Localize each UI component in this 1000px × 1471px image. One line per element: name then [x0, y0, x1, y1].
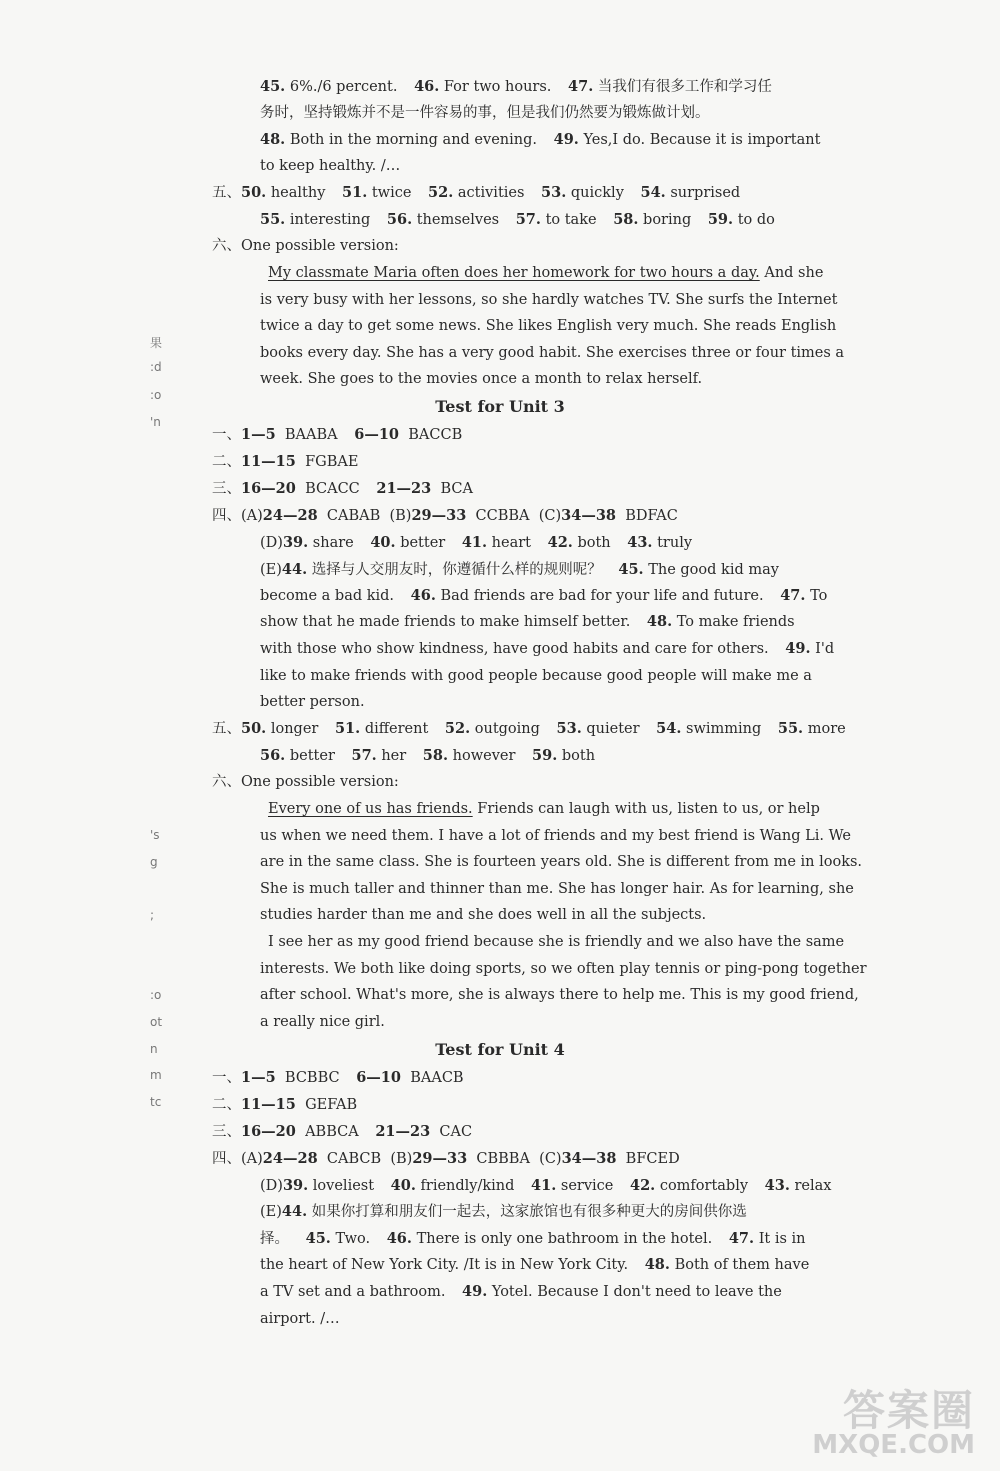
q-answer: To make friends — [676, 614, 795, 630]
q-answer: the heart of New York City. /It is in New York City. — [260, 1257, 629, 1273]
answer-line — [212, 1150, 680, 1168]
answer-line — [260, 587, 827, 605]
q-answer: with those who show kindness, have good habits and care for others. — [260, 641, 769, 657]
q-num: 56. — [386, 211, 413, 228]
q-answer: GEFAB — [305, 1097, 358, 1113]
topic-sentence: Every one of us has friends. — [268, 801, 473, 817]
q-range: 24—28 — [262, 507, 318, 524]
q-answer: 择。 — [260, 1231, 289, 1247]
part-label: (D) — [260, 1178, 283, 1194]
q-range: 29—33 — [411, 507, 467, 524]
q-answer: swimming — [686, 721, 762, 737]
q-num: 53. — [556, 720, 582, 737]
topic-sentence: My classmate Maria often does her homework for two hours a day. — [268, 265, 760, 281]
q-num: 49. — [785, 640, 811, 657]
answer-line — [260, 534, 692, 552]
watermark-url: MXQE.COM — [812, 1430, 975, 1460]
answer-line — [260, 211, 775, 229]
answer-line — [260, 561, 779, 579]
section-marker: 三、 — [212, 1124, 241, 1140]
q-num: 50. — [241, 720, 267, 737]
q-num: 43. — [627, 534, 653, 551]
q-answer: to do — [737, 212, 775, 228]
answer-line — [260, 78, 772, 96]
q-num: 54. — [656, 720, 682, 737]
q-answer: Yotel. Because I don't need to leave the — [491, 1284, 782, 1300]
section-marker: 六、 — [212, 238, 241, 254]
q-answer: 6%./6 percent. — [289, 79, 398, 95]
q-num: 47. — [728, 1230, 755, 1247]
q-num: 47. — [568, 78, 594, 95]
unit4-title: Test for Unit 4 — [435, 1040, 565, 1059]
q-answer: boring — [643, 212, 692, 228]
essay-line: books every day. She has a very good habit. She exercises three or four times a — [260, 345, 845, 361]
answer-line — [212, 237, 399, 255]
q-num: 45. — [305, 1230, 331, 1247]
q-num: 50. — [241, 184, 267, 201]
q-answer: There is only one bathroom in the hotel. — [416, 1231, 713, 1247]
watermark-logo: 答案圈 — [842, 1386, 975, 1435]
q-answer: a TV set and a bathroom. — [260, 1284, 446, 1300]
essay-line: studies harder than me and she does well in all the subjects. — [260, 907, 707, 923]
q-answer: BCACC — [305, 481, 360, 497]
q-answer: quieter — [586, 721, 640, 737]
q-answer: heart — [491, 535, 531, 551]
essay-line: I see her as my good friend because she is friendly and we also have the same — [268, 934, 845, 950]
essay-line — [268, 264, 823, 282]
q-answer: better — [289, 748, 335, 764]
q-answer: CAC — [439, 1124, 473, 1140]
q-num: 41. — [531, 1177, 557, 1194]
q-num: 49. — [462, 1283, 488, 1300]
answer-line — [212, 720, 846, 738]
answer-line — [212, 453, 358, 471]
answer-line — [212, 1123, 472, 1141]
q-answer: The good kid may — [648, 562, 779, 578]
essay-line: week. She goes to the movies once a month to relax herself. — [260, 371, 703, 387]
q-answer: CBBBA — [476, 1151, 530, 1167]
essay-line: interests. We both like doing sports, so we often play tennis or ping-pong together — [260, 961, 867, 977]
q-num: 47. — [780, 587, 806, 604]
q-range: 21—23 — [375, 1123, 431, 1140]
q-num: 52. — [428, 184, 454, 201]
q-range: 24—28 — [262, 1150, 318, 1167]
section-marker: 六、 — [212, 774, 241, 790]
q-num: 44. — [281, 1203, 308, 1220]
q-answer: 选择与人交朋友时，你遵循什么样的规则呢？ — [311, 562, 602, 578]
q-range: 11—15 — [241, 453, 296, 470]
answer-line — [260, 747, 595, 765]
q-num: 59. — [532, 747, 558, 764]
q-answer: It is in — [758, 1231, 806, 1247]
q-answer: Both in the morning and evening. — [289, 132, 537, 148]
q-answer: Yes,I do. Because it is important — [583, 132, 821, 148]
q-num: 46. — [414, 78, 440, 95]
q-num: 53. — [541, 184, 567, 201]
answer-line: to keep healthy. /… — [260, 158, 401, 174]
essay-text: Friends can laugh with us, listen to us, or help — [472, 801, 820, 817]
section-marker: 五、 — [212, 721, 241, 737]
margin-fragment: ot — [150, 1015, 163, 1029]
q-num: 56. — [260, 747, 286, 764]
q-num: 39. — [282, 1177, 309, 1194]
q-answer: loveliest — [312, 1178, 375, 1194]
margin-fragment: 果 — [150, 336, 163, 350]
q-answer: interesting — [289, 212, 371, 228]
q-range: 1—5 — [241, 426, 276, 443]
q-answer: different — [364, 721, 429, 737]
margin-fragment: 's — [150, 828, 160, 842]
margin-fragment: n — [150, 1042, 158, 1056]
q-range: 11—15 — [241, 1096, 296, 1113]
answer-line — [260, 1256, 809, 1274]
answer-line — [260, 613, 795, 631]
essay-line: twice a day to get some news. She likes English very much. She reads English — [260, 318, 837, 334]
q-answer: 当我们有很多工作和学习任 — [597, 79, 772, 95]
q-answer: however — [452, 748, 516, 764]
section-marker: 二、 — [212, 454, 241, 470]
q-answer: BDFAC — [625, 508, 678, 524]
part-label: (C) — [538, 508, 562, 524]
q-num: 48. — [646, 613, 673, 630]
answer-line — [212, 480, 473, 498]
q-range: 6—10 — [356, 1069, 401, 1086]
q-num: 51. — [342, 184, 368, 201]
q-range: 34—38 — [561, 1150, 617, 1167]
answer-line — [260, 1203, 747, 1221]
part-label: (A) — [241, 508, 263, 524]
answer-line — [260, 640, 834, 658]
q-num: 49. — [553, 131, 579, 148]
q-range: 21—23 — [376, 480, 432, 497]
q-num: 52. — [444, 720, 471, 737]
essay-line: is very busy with her lessons, so she hardly watches TV. She surfs the Internet — [260, 292, 838, 308]
q-answer: BCA — [440, 481, 473, 497]
q-num: 58. — [613, 211, 639, 228]
q-num: 55. — [260, 211, 286, 228]
q-answer: share — [312, 535, 354, 551]
q-answer: quickly — [570, 185, 624, 201]
q-answer: BFCED — [625, 1151, 680, 1167]
q-num: 58. — [422, 747, 449, 764]
section-marker: 三、 — [212, 481, 241, 497]
section-marker: 一、 — [212, 1070, 241, 1086]
part-label: (D) — [260, 535, 283, 551]
q-answer: friendly/kind — [420, 1178, 515, 1194]
q-num: 42. — [547, 534, 573, 551]
margin-fragment: ; — [150, 908, 155, 922]
margin-fragment: g — [150, 855, 158, 869]
margin-fragment: tc — [150, 1095, 162, 1109]
margin-fragment: :d — [150, 360, 162, 374]
q-answer: both — [577, 535, 611, 551]
answer-line — [212, 184, 740, 202]
q-answer: 如果你打算和朋友们一起去，这家旅馆也有很多种更大的房间供你选 — [311, 1204, 747, 1220]
q-answer: BAABA — [284, 427, 338, 443]
margin-fragment: 'n — [150, 415, 161, 429]
q-answer: BAACB — [410, 1070, 464, 1086]
q-num: 48. — [260, 131, 286, 148]
answer-line — [212, 507, 678, 525]
q-num: 44. — [281, 561, 308, 578]
margin-fragment: :o — [150, 388, 162, 402]
q-answer: outgoing — [474, 721, 540, 737]
answer-line — [260, 1283, 782, 1301]
q-answer: themselves — [416, 212, 500, 228]
q-answer: For two hours. — [443, 79, 552, 95]
q-num: 45. — [618, 561, 644, 578]
q-num: 40. — [390, 1177, 416, 1194]
section-marker: 四、 — [212, 508, 241, 524]
essay-text: And she — [759, 265, 824, 281]
q-answer: CABCB — [326, 1151, 382, 1167]
q-range: 29—33 — [412, 1150, 468, 1167]
answer-line: 务时，坚持锻炼并不是一件容易的事，但是我们仍然要为锻炼做计划。 — [260, 105, 710, 121]
section-marker: 一、 — [212, 427, 241, 443]
q-answer: relax — [794, 1178, 832, 1194]
q-answer: CCBBA — [475, 508, 530, 524]
answer-line — [260, 1177, 831, 1195]
section-marker: 二、 — [212, 1097, 241, 1113]
essay-intro: One possible version: — [241, 774, 399, 790]
q-answer: longer — [270, 721, 319, 737]
q-num: 55. — [777, 720, 804, 737]
answer-line: airport. /… — [260, 1311, 340, 1327]
answer-line — [212, 426, 462, 444]
q-answer: BACCB — [408, 427, 463, 443]
q-num: 43. — [764, 1177, 790, 1194]
q-num: 57. — [515, 211, 541, 228]
q-answer: surprised — [670, 185, 741, 201]
q-answer: healthy — [270, 185, 326, 201]
margin-fragment: m — [150, 1068, 162, 1082]
unit3-title: Test for Unit 3 — [435, 397, 565, 416]
part-label: (C) — [539, 1151, 562, 1167]
q-answer: both — [561, 748, 596, 764]
q-num: 51. — [334, 720, 361, 737]
q-num: 46. — [410, 587, 436, 604]
q-num: 40. — [370, 534, 396, 551]
q-answer: Both of them have — [674, 1257, 810, 1273]
q-answer: FGBAE — [305, 454, 359, 470]
q-num: 48. — [644, 1256, 670, 1273]
q-answer: twice — [371, 185, 412, 201]
q-answer: Two. — [335, 1231, 371, 1247]
essay-intro: One possible version: — [241, 238, 399, 254]
part-label: (B) — [389, 508, 412, 524]
q-range: 16—20 — [241, 480, 296, 497]
q-num: 45. — [260, 78, 286, 95]
q-num: 59. — [707, 211, 734, 228]
part-label: (A) — [241, 1151, 263, 1167]
answer-line — [212, 773, 399, 791]
essay-line: She is much taller and thinner than me. She has longer hair. As for learning, she — [260, 881, 854, 897]
q-answer: To — [810, 588, 828, 604]
q-answer: show that he made friends to make himself better. — [260, 614, 631, 630]
q-num: 54. — [640, 184, 666, 201]
q-answer: better — [400, 535, 446, 551]
section-marker: 五、 — [212, 185, 241, 201]
q-answer: activities — [457, 185, 525, 201]
essay-line: are in the same class. She is fourteen years old. She is different from me in looks. — [260, 854, 863, 870]
answer-line — [212, 1096, 357, 1114]
answer-line: better person. — [260, 694, 365, 710]
part-label: (B) — [390, 1151, 413, 1167]
q-range: 1—5 — [241, 1069, 276, 1086]
answer-line: like to make friends with good people because good people will make me a — [260, 668, 812, 684]
q-num: 46. — [386, 1230, 412, 1247]
q-answer: BCBBC — [284, 1070, 340, 1086]
q-num: 42. — [629, 1177, 656, 1194]
q-answer: more — [807, 721, 846, 737]
essay-line: a really nice girl. — [260, 1014, 385, 1030]
answer-line — [212, 1069, 464, 1087]
essay-line: after school. What's more, she is always there to help me. This is my good friend, — [260, 987, 859, 1003]
q-num: 39. — [282, 534, 309, 551]
q-answer: truly — [657, 535, 693, 551]
essay-line — [268, 800, 820, 818]
q-answer: become a bad kid. — [260, 588, 395, 604]
answer-line — [260, 1230, 806, 1248]
q-answer: Bad friends are bad for your life and future. — [440, 588, 764, 604]
q-range: 6—10 — [354, 426, 400, 443]
q-answer: comfortably — [659, 1178, 749, 1194]
q-answer: I'd — [815, 641, 835, 657]
q-answer: service — [560, 1178, 614, 1194]
essay-line: us when we need them. I have a lot of friends and my best friend is Wang Li. We — [260, 828, 851, 844]
q-answer: CABAB — [326, 508, 381, 524]
q-range: 16—20 — [241, 1123, 296, 1140]
q-answer: to take — [545, 212, 597, 228]
q-num: 41. — [461, 534, 488, 551]
q-range: 34—38 — [561, 507, 616, 524]
section-marker: 四、 — [212, 1151, 241, 1167]
q-num: 57. — [351, 747, 377, 764]
q-answer: her — [381, 748, 407, 764]
part-label: (E) — [260, 1204, 282, 1220]
q-answer: ABBCA — [305, 1124, 359, 1140]
margin-fragment: :o — [150, 988, 162, 1002]
answer-line — [260, 131, 820, 149]
part-label: (E) — [260, 562, 282, 578]
